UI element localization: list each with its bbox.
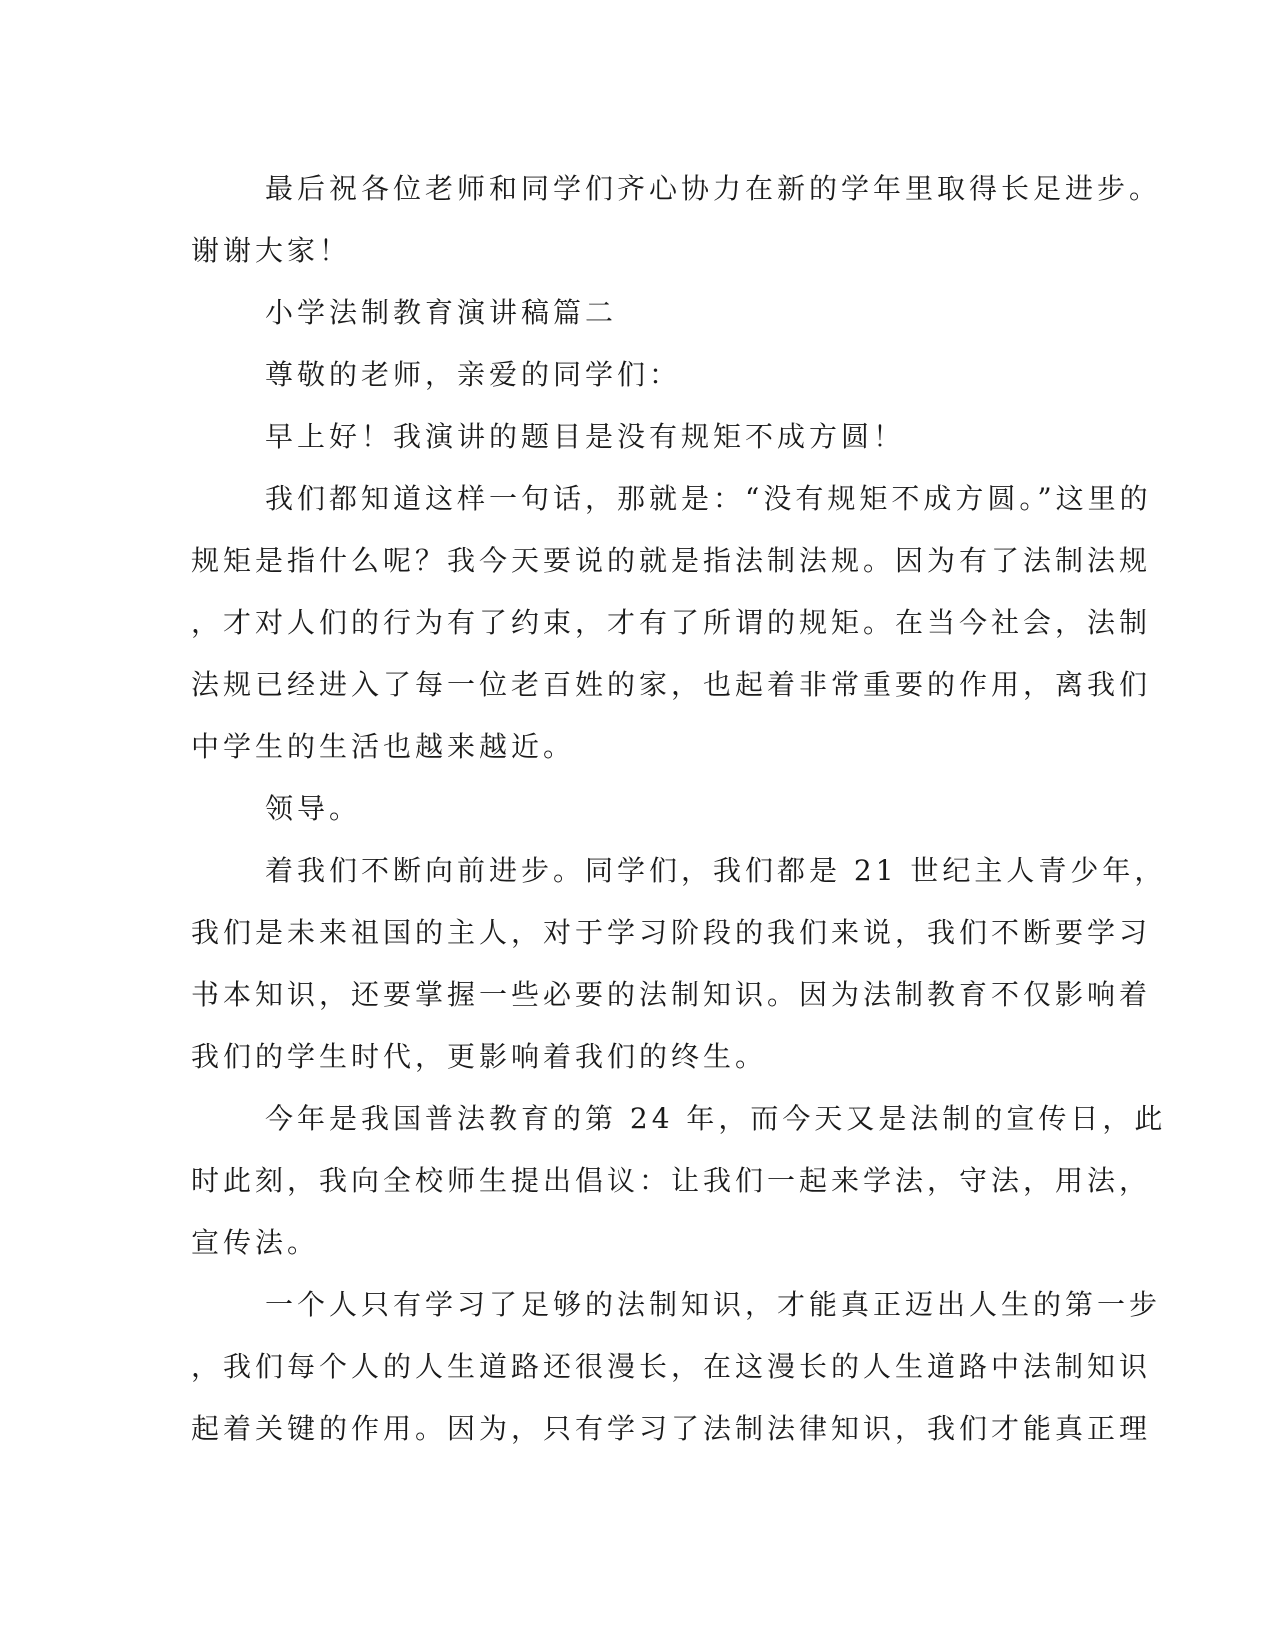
paragraph-salutation: [191, 344, 1081, 406]
text-line: 最后祝各位老师和同学们齐心协力在新的学年里取得长足进步。: [265, 172, 1162, 205]
paragraph-greeting: [191, 406, 1081, 468]
paragraph-closing-wishes: [191, 158, 1162, 282]
paragraph-youth: [191, 840, 1167, 1088]
document-body: [191, 158, 1167, 1460]
text-line: 小学法制教育演讲稿篇二: [265, 296, 618, 329]
text-line: ，我们每个人的人生道路还很漫长，在这漫长的人生道路中法制知识: [191, 1350, 1152, 1383]
text-line: 尊敬的老师，亲爱的同学们：: [265, 358, 682, 391]
paragraph-initiative: [191, 1088, 1167, 1274]
text-line: 时此刻，我向全校师生提出倡议：让我们一起来学法，守法，用法，: [191, 1164, 1152, 1197]
text-line: 中学生的生活也越来越近。: [191, 730, 576, 763]
text-line: 我们的学生时代，更影响着我们的终生。: [191, 1040, 768, 1073]
text-line: 规矩是指什么呢？我今天要说的就是指法制法规。因为有了法制法规: [191, 544, 1152, 577]
text-line: 早上好！我演讲的题目是没有规矩不成方圆！: [265, 420, 906, 453]
paragraph-life-path: [191, 1274, 1162, 1460]
paragraph-leadership: [191, 778, 1081, 840]
text-line: 领导。: [265, 792, 362, 825]
text-line: ，才对人们的行为有了约束，才有了所谓的规矩。在当今社会，法制: [191, 606, 1152, 639]
text-line: 谢谢大家！: [191, 234, 352, 267]
text-line: 今年是我国普法教育的第 24 年，而今天又是法制的宣传日，此: [265, 1102, 1167, 1135]
paragraph-rules: [191, 468, 1152, 778]
text-line: 我们都知道这样一句话，那就是：“没有规矩不成方圆。”这里的: [265, 482, 1152, 515]
text-line: 一个人只有学习了足够的法制知识，才能真正迈出人生的第一步: [265, 1288, 1162, 1321]
text-line: 起着关键的作用。因为，只有学习了法制法律知识，我们才能真正理: [191, 1412, 1152, 1445]
text-line: 着我们不断向前进步。同学们，我们都是 21 世纪主人青少年，: [265, 854, 1167, 887]
text-line: 宣传法。: [191, 1226, 320, 1259]
text-line: 法规已经进入了每一位老百姓的家，也起着非常重要的作用，离我们: [191, 668, 1152, 701]
text-line: 书本知识，还要掌握一些必要的法制知识。因为法制教育不仅影响着: [191, 978, 1152, 1011]
section-heading: [191, 282, 1081, 344]
text-line: 我们是未来祖国的主人，对于学习阶段的我们来说，我们不断要学习: [191, 916, 1152, 949]
